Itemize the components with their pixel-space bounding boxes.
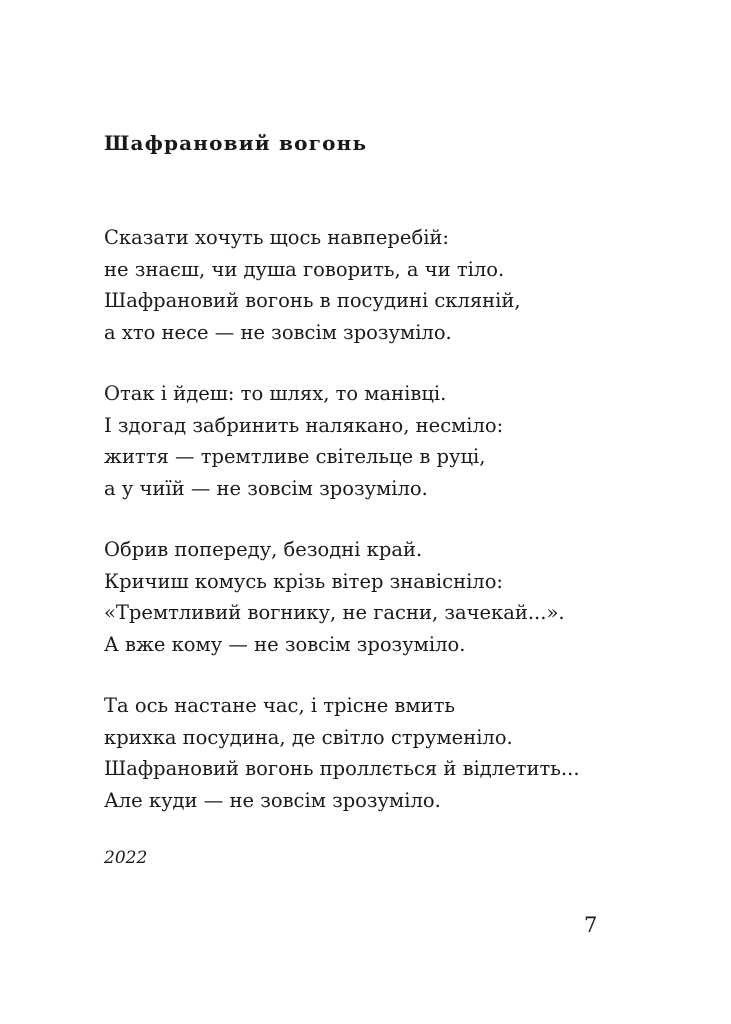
verse-line: Отак і йдеш: то шлях, то манівці. [104, 382, 447, 405]
verse-line: Обрив попереду, безодні край. [104, 538, 423, 561]
page-number: 7 [584, 913, 598, 937]
verse-line: Шафрановий вогонь в посудині скляній, [104, 289, 521, 312]
poem-title: Шафрановий вогонь [104, 131, 368, 155]
verse-line: крихка посудина, де світло струменіло. [104, 725, 513, 749]
stanza-3 [104, 534, 565, 660]
stanza-4 [104, 690, 580, 816]
verse-line: Сказати хочуть щось навперебій: [104, 226, 449, 249]
verse-line: І здогад забринить налякано, несміло: [104, 413, 504, 437]
verse-line: А вже кому — не зовсім зрозуміло. [104, 632, 466, 656]
stanza-2 [104, 378, 503, 504]
verse-line: а хто несе — не зовсім зрозуміло. [104, 320, 452, 344]
verse-line: Але куди — не зовсім зрозуміло. [104, 788, 441, 812]
verse-line: «Тремтливий вогнику, не гасни, зачекай...». [104, 601, 565, 624]
verse-line: Та ось настане час, і трісне вмить [104, 694, 455, 717]
poem-year: 2022 [104, 848, 148, 868]
stanza-1 [104, 222, 521, 348]
verse-line: життя — тремтливе світельце в руці, [104, 445, 486, 468]
verse-line: Шафрановий вогонь проллється й відлетить... [104, 757, 580, 780]
verse-line: а у чиїй — не зовсім зрозуміло. [104, 476, 428, 500]
verse-line: Кричиш комусь крізь вітер знавісніло: [104, 569, 503, 593]
verse-line: не знаєш, чи душа говорить, а чи тіло. [104, 257, 505, 281]
